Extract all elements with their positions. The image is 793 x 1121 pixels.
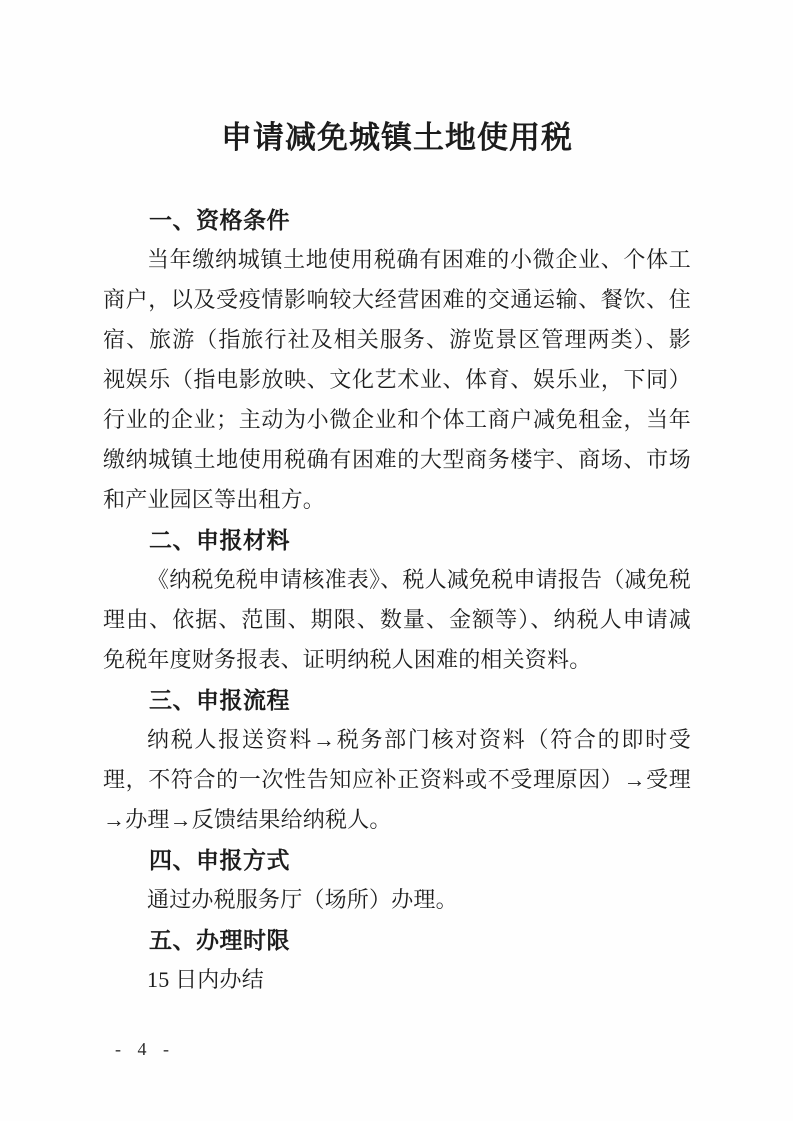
- section-heading-materials: 二、申报材料: [149, 527, 290, 553]
- section-heading-method: 四、申报方式: [149, 847, 290, 873]
- document-content: [103, 116, 691, 1000]
- section-heading-qualification: 一、资格条件: [149, 207, 290, 233]
- section-heading-time-limit: 五、办理时限: [149, 927, 290, 953]
- section-body-method: 通过办税服务厅（场所）办理。: [147, 887, 458, 912]
- section-body-process: 纳税人报送资料→税务部门核对资料（符合的即时受理，不符合的一次性告知应补正资料或不受理原因）→受理→办理→反馈结果给纳税人。: [103, 727, 691, 832]
- page-title: 申请减免城镇土地使用税: [221, 120, 573, 155]
- page-number: - 4 -: [115, 1039, 175, 1059]
- section-heading-process: 三、申报流程: [149, 687, 290, 713]
- section-body-time-limit: 15 日内办结: [147, 967, 264, 992]
- section-body-qualification: 当年缴纳城镇土地使用税确有困难的小微企业、个体工商户，以及受疫情影响较大经营困难的交通运输、餐饮、住宿、旅游（指旅行社及相关服务、游览景区管理两类）、影视娱乐（指电影放映、文化艺术业、体育、娱乐业，下同）行业的企业；主动为小微企业和个体工商户减免租金，当年缴纳城镇土地使用税确有困难的大型商务楼宇、商场、市场和产业园区等出租方。: [103, 247, 691, 512]
- section-body-materials: 《纳税免税申请核准表》、税人减免税申请报告（减免税理由、依据、范围、期限、数量、金额等）、纳税人申请减免税年度财务报表、证明纳税人困难的相关资料。: [103, 567, 692, 672]
